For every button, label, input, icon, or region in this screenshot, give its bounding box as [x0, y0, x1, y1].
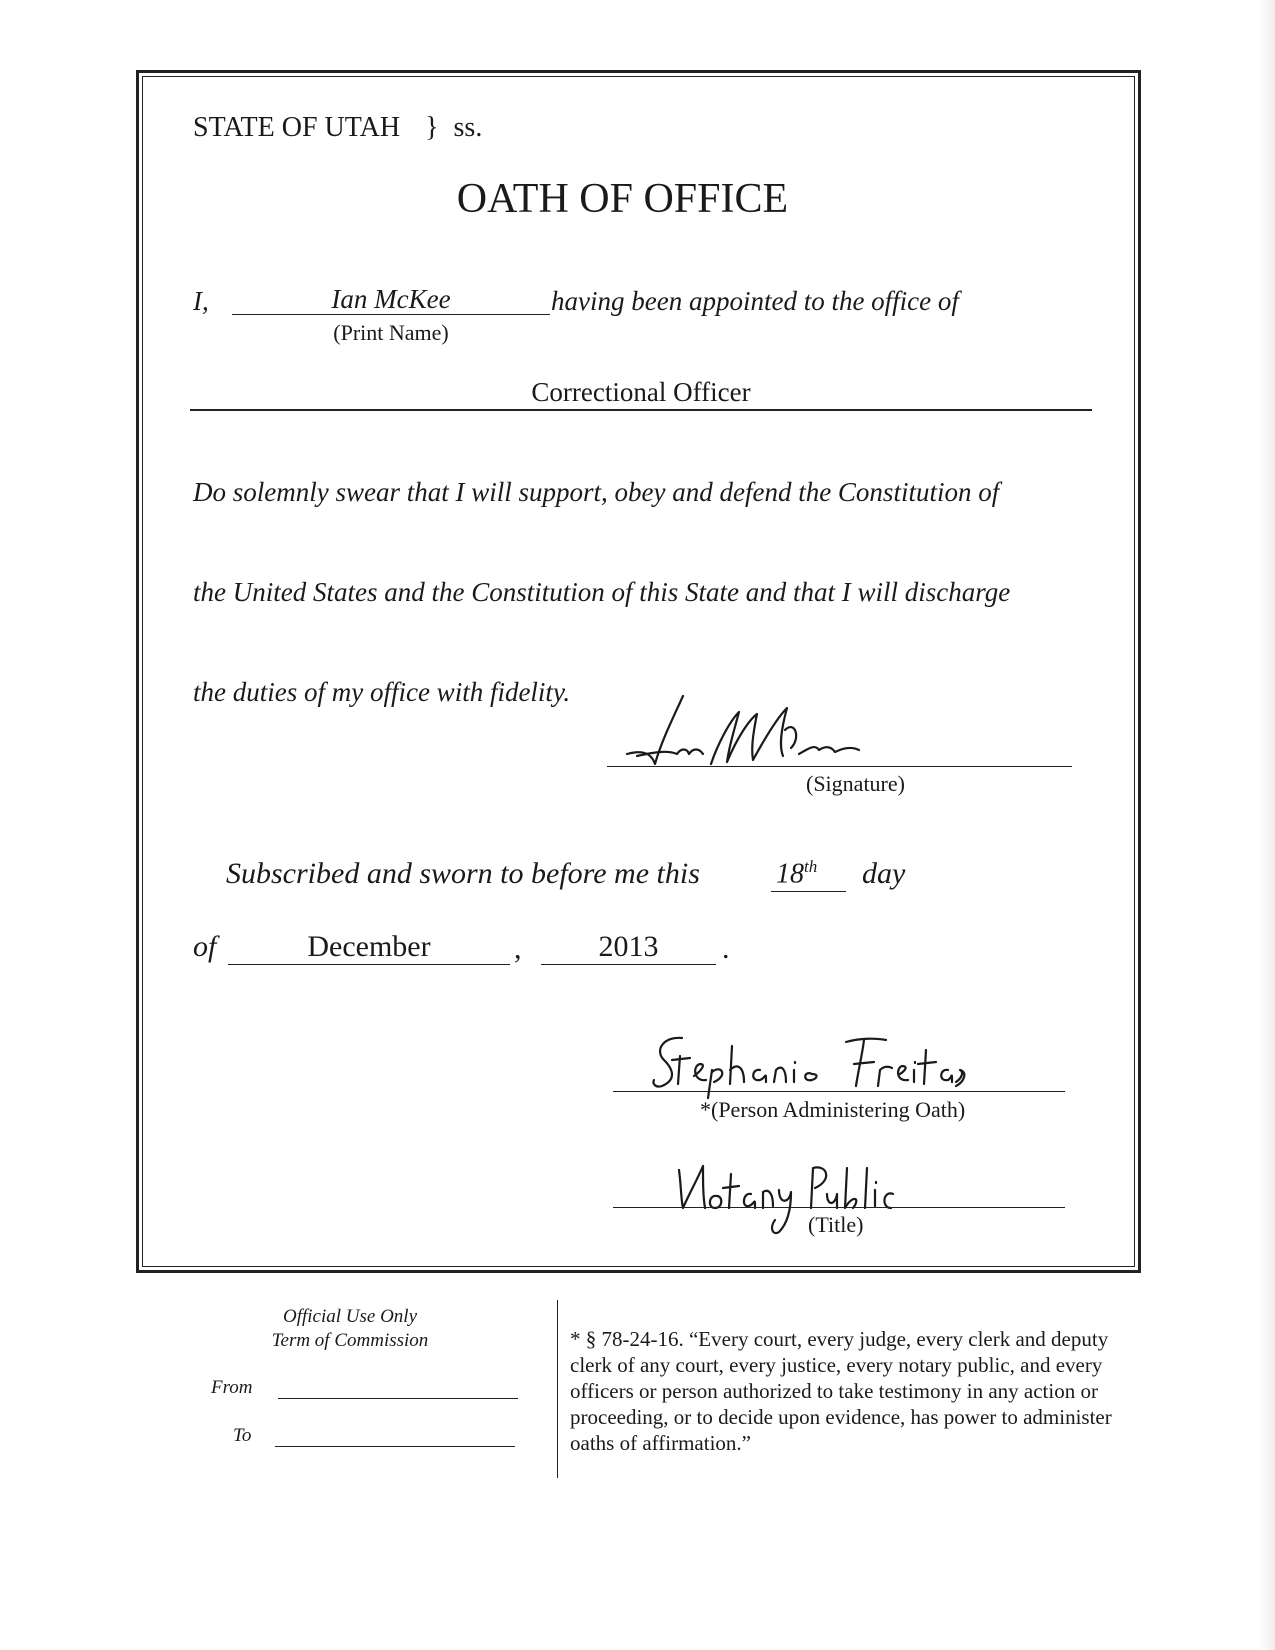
day-number: 18 — [776, 858, 804, 890]
appointment-phrase: having been appointed to the office of — [551, 286, 959, 316]
year-line — [541, 964, 716, 965]
official-use-heading: Official Use Only — [282, 1306, 418, 1327]
state-heading — [193, 112, 482, 144]
month-value: December — [307, 930, 431, 963]
oath-line-2: the United States and the Constitution of this State and that I will discharge — [193, 577, 1011, 607]
to-line — [275, 1446, 515, 1447]
oath-line-1: Do solemnly swear that I will support, obey and defend the Constitution of — [193, 477, 1000, 507]
brace-symbol: } — [425, 112, 439, 143]
oath-line-3: the duties of my office with fidelity. — [193, 677, 571, 707]
signature-caption: (Signature) — [806, 771, 905, 796]
officer-signature — [615, 690, 875, 770]
period: . — [722, 932, 730, 965]
from-label: From — [211, 1377, 253, 1398]
statute-footnote: * § 78-24-16. “Every court, every judge, every clerk and deputy clerk of any court, every justice, every notary public, and every officers or person authorized to take testimony in any action or proceeding, or to decide upon evidence, has power to administer oaths of affirmation.” — [570, 1327, 1112, 1455]
day-suffix: th — [804, 857, 818, 876]
administrator-caption: *(Person Administering Oath) — [700, 1097, 966, 1122]
page-edge-shadow — [1259, 0, 1275, 1650]
title-line — [613, 1207, 1065, 1208]
administrator-line — [613, 1091, 1065, 1092]
state-name: STATE OF UTAH — [193, 112, 401, 143]
day-line — [771, 891, 846, 892]
signature-line — [607, 766, 1072, 767]
day-word: day — [862, 857, 906, 890]
of-word: of — [193, 930, 217, 963]
year-value: 2013 — [598, 930, 659, 963]
term-of-commission: Term of Commission — [271, 1330, 429, 1351]
print-name-caption: (Print Name) — [333, 320, 449, 345]
name-prefix: I, — [193, 286, 209, 316]
office-line — [190, 409, 1092, 411]
day-value — [776, 857, 817, 890]
to-label: To — [233, 1425, 252, 1446]
ss-abbrev: ss. — [453, 112, 483, 143]
from-line — [278, 1398, 518, 1399]
title-caption: (Title) — [808, 1212, 864, 1237]
document-title: OATH OF OFFICE — [456, 176, 789, 222]
document-border-inner — [142, 76, 1135, 1267]
month-line — [228, 964, 510, 965]
sworn-text: Subscribed and sworn to before me this — [226, 857, 700, 890]
administrator-signature — [650, 1030, 970, 1100]
footer-divider — [557, 1300, 558, 1478]
print-name-value: Ian McKee — [331, 284, 451, 314]
comma: , — [514, 932, 522, 965]
office-value: Correctional Officer — [531, 377, 751, 407]
